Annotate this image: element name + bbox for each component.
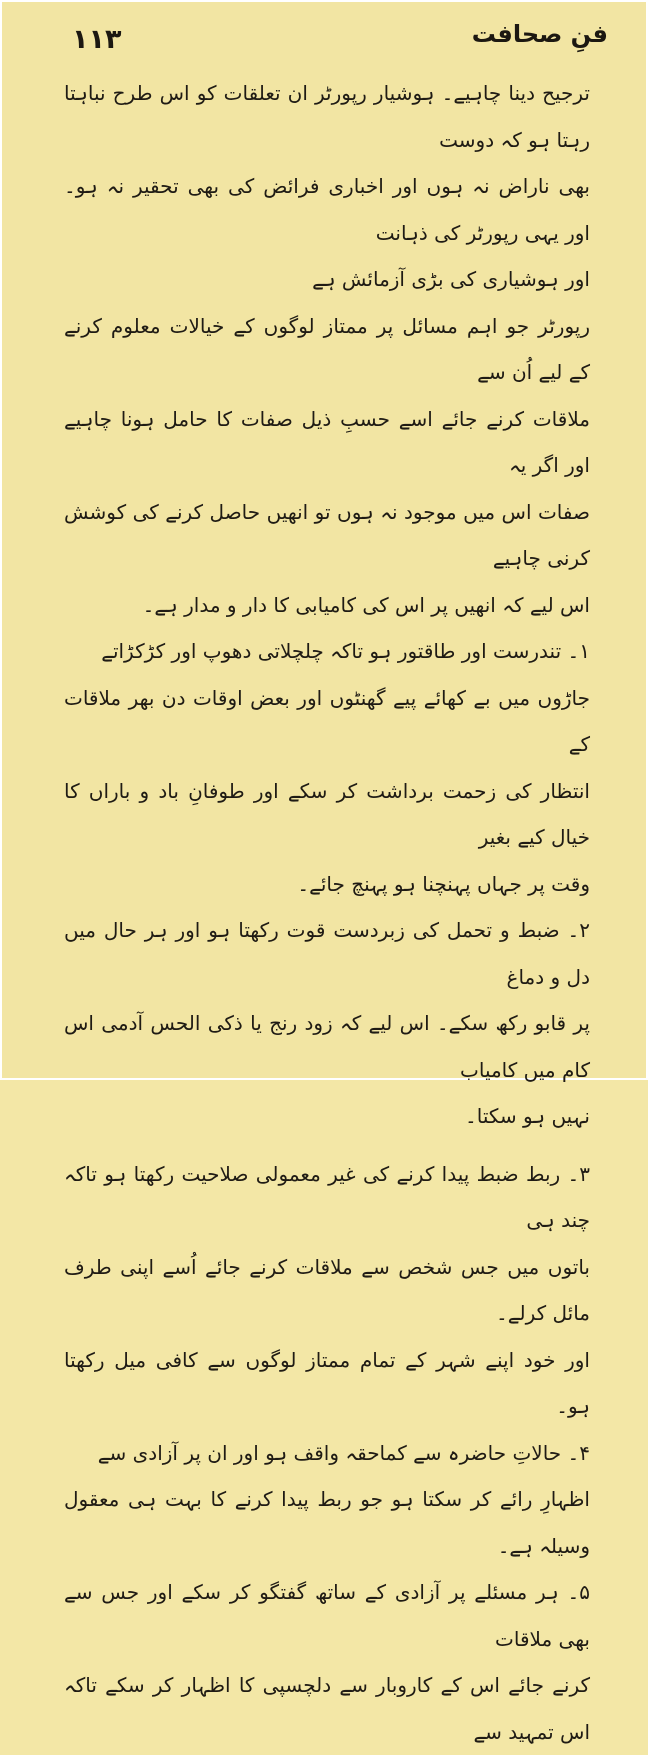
text-line: صفات اس میں موجود نہ ہوں تو انھیں حاصل کرنے کی کوشش کرنی چاہیے: [64, 499, 590, 570]
page-header: [72, 16, 608, 68]
text-line: اور ہوشیاری کی بڑی آزمائش ہے: [312, 267, 590, 291]
paragraph-gap: [64, 1140, 590, 1151]
text-line: وقت پر جہاں پہنچنا ہو پہنچ جائے۔: [297, 871, 590, 896]
text-line: رپورٹر جو اہم مسائل پر ممتاز لوگوں کے خیالات معلوم کرنے کے لیے اُن سے: [64, 313, 590, 384]
text-line: ۲۔ ضبط و تحمل کی زبردست قوت رکھتا ہو اور ہر حال میں دل و دماغ: [64, 918, 590, 989]
text-line: ترجیح دینا چاہیے۔ ہوشیار رپورٹر ان تعلقات کو اس طرح نباہتا رہتا ہو کہ دوست: [64, 81, 590, 152]
text-line: کرنے جائے اس کے کاروبار سے دلچسپی کا اظہار کر سکے تاکہ اس تمہید سے: [64, 1673, 590, 1744]
text-line: اظہارِ رائے کر سکتا ہو جو ربط پیدا کرنے کا بہت ہی معقول وسیلہ ہے۔: [64, 1487, 590, 1558]
text-line: اور خود اپنے شہر کے تمام ممتاز لوگوں سے کافی میل رکھتا ہو۔: [64, 1347, 590, 1418]
text-line: اس لیے کہ انھیں پر اس کی کامیابی کا دار و مدار ہے۔: [142, 592, 590, 617]
text-line: ۳۔ ربط ضبط پیدا کرنے کی غیر معمولی صلاحیت رکھتا ہو تاکہ چند ہی: [64, 1161, 590, 1232]
page-number: ۱۱۳: [72, 24, 122, 55]
text-line: باتوں میں جس شخص سے ملاقات کرنے جائے اُسے اپنی طرف مائل کرلے۔: [64, 1254, 590, 1325]
text-line: ۴۔ حالاتِ حاضرہ سے کماحقہ واقف ہو اور ان پر آزادی سے: [97, 1440, 590, 1465]
text-line: پر قابو رکھ سکے۔ اس لیے کہ زود رنج یا ذکی الحس آدمی اس کام میں کامیاب: [64, 1011, 590, 1082]
text-line: بھی ناراض نہ ہوں اور اخباری فرائض کی بھی تحقیر نہ ہو۔ اور یہی رپورٹر کی ذہانت: [64, 174, 590, 245]
text-line: ۵۔ ہر مسئلے پر آزادی کے ساتھ گفتگو کر سکے اور جس سے بھی ملاقات: [64, 1580, 590, 1651]
page-body: [64, 70, 590, 1755]
text-line: ملاقات کرنے جائے اسے حسبِ ذیل صفات کا حامل ہونا چاہیے اور اگر یہ: [64, 406, 590, 477]
running-title: فنِ صحافت: [471, 20, 608, 48]
text-line: انتظار کی زحمت برداشت کر سکے اور طوفانِ باد و باراں کا خیال کیے بغیر: [64, 778, 590, 849]
text-line: نہیں ہو سکتا۔: [465, 1104, 590, 1128]
text-line: ۱۔ تندرست اور طاقتور ہو تاکہ چلچلاتی دھوپ اور کڑکڑاتے: [101, 639, 590, 663]
text-line: جاڑوں میں بے کھائے پیے گھنٹوں اور بعض اوقات دن بھر ملاقات کے: [64, 685, 590, 756]
